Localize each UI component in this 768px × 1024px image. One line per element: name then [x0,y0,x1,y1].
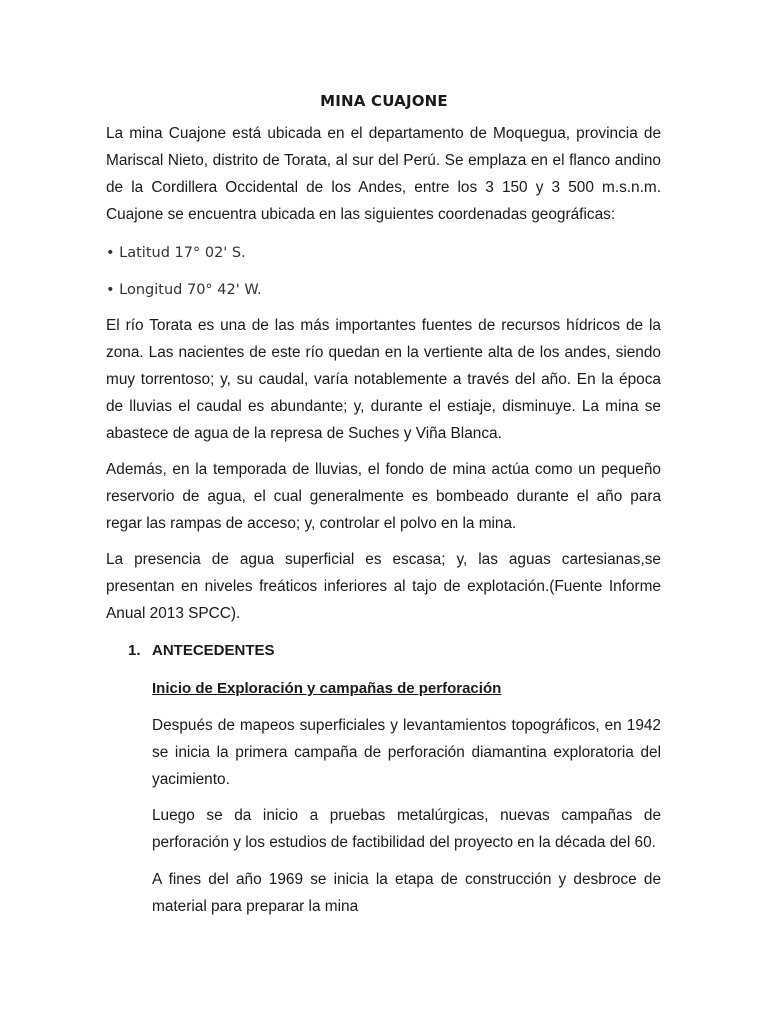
latitude-bullet: • Latitud 17° 02' S. [106,245,246,261]
section-subheading: Inicio de Exploración y campañas de perforación [152,680,502,697]
construccion-paragraph: A fines del año 1969 se inicia la etapa de construcción y desbroce de material para preparar la mina [152,871,661,915]
intro-paragraph: La mina Cuajone está ubicada en el departamento de Moquegua, provincia de Mariscal Nieto, distrito de Torata, al sur del Perú. Se emplaza en el flanco andino de la Cordillera Occidental de los Andes, entre los 3 150 y 3 500 m.s.n.m. Cuajone se encuentra ubicada en las siguientes coordenadas geográficas: [106,125,661,223]
section-heading-text: ANTECEDENTES [152,642,275,659]
section-number: 1. [128,642,141,659]
pruebas-paragraph: Luego se da inicio a pruebas metalúrgicas, nuevas campañas de perforación y los estudios de factibilidad del proyecto en la década del 60. [152,807,661,851]
exploracion-paragraph: Después de mapeos superficiales y levantamientos topográficos, en 1942 se inicia la primera campaña de perforación diamantina exploratoria del yacimiento. [152,717,661,788]
section-heading [128,641,275,661]
agua-superficial-paragraph: La presencia de agua superficial es escasa; y, las aguas cartesianas,se presentan en niveles freáticos inferiores al tajo de explotación.(Fuente Informe Anual 2013 SPCC). [106,551,661,622]
rio-torata-paragraph: El río Torata es una de las más importantes fuentes de recursos hídricos de la zona. Las nacientes de este río quedan en la vertiente alta de los andes, siendo muy torrentoso; y, su caudal, varía notablemente a través del año. En la época de lluvias el caudal es abundante; y, durante el estiaje, disminuye. La mina se abastece de agua de la represa de Suches y Viña Blanca. [106,317,661,442]
longitude-bullet: • Longitud 70° 42' W. [106,282,262,298]
page-title: MINA CUAJONE [320,92,448,110]
lluvias-paragraph: Además, en la temporada de lluvias, el fondo de mina actúa como un pequeño reservorio de agua, el cual generalmente es bombeado durante el año para regar las rampas de acceso; y, controlar el polvo en la mina. [106,461,661,532]
